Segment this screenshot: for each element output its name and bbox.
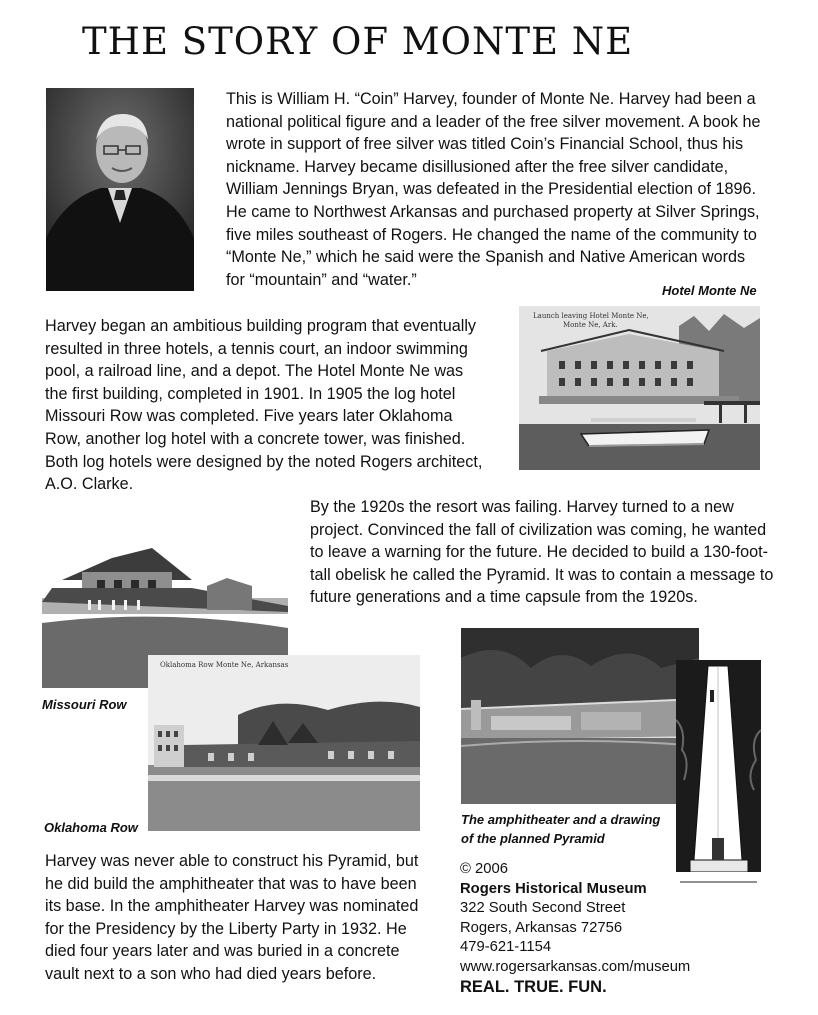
harvey-portrait-photo (46, 88, 194, 291)
hotel-photo-inscription-2: Monte Ne, Ark. (563, 321, 618, 329)
amphitheater-caption-line-2: of the planned Pyramid (461, 831, 605, 846)
museum-contact-block (460, 860, 690, 998)
hotel-monte-ne-photo (519, 306, 760, 470)
intro-paragraph: This is William H. “Coin” Harvey, founder of Monte Ne. Harvey had been a national political figure and a leader of the free silver movement. A book he wrote in support of free silver was titled Coin’s Financial School, thus his nickname. Harvey became disillusioned after the free silver candidate, William Jennings Bryan, was defeated in the Presidential election of 1896. He came to Northwest Arkansas and purchased property at Silver Springs, five miles southeast of Rogers. He changed the name of the community to “Monte Ne,” which he said were the Spanish and Native American words for “mountain” and “water.” (226, 90, 761, 289)
hotel-photo-inscription-1: Launch leaving Hotel Monte Ne, (533, 312, 649, 320)
museum-website: www.rogersarkansas.com/museum (460, 958, 691, 975)
amphitheater-photo (461, 628, 699, 804)
museum-name: Rogers Historical Museum (460, 880, 647, 897)
missouri-row-caption: Missouri Row (42, 697, 127, 712)
museum-city: Rogers, Arkansas 72756 (460, 919, 623, 936)
building-program-paragraph: Harvey began an ambitious building program that eventually resulted in three hotels, a tennis court, an indoor swimming pool, a railroad line, and a depot. The Hotel Monte Ne was the first building, completed in 1901. In 1905 the log hotel Missouri Row was completed. Five years later Oklahoma Row, another log hotel with a concrete tower, was finished. Both log hotels were designed by the noted Rogers architect, A.O. Clarke. (45, 317, 483, 494)
hotel-monte-ne-caption: Hotel Monte Ne (662, 283, 757, 298)
oklahoma-photo-inscription: Oklahoma Row Monte Ne, Arkansas (160, 661, 289, 669)
oklahoma-row-photo (148, 655, 420, 831)
amphitheater-paragraph: Harvey was never able to construct his Pyramid, but he did build the amphitheater that was to have been its base. In the amphitheater Harvey was nominated for the Presidency by the Liberty Party in 1932. He died four years later and was buried in a concrete vault next to a son who had died years before. (45, 852, 419, 983)
oklahoma-row-caption: Oklahoma Row (44, 820, 138, 835)
copyright-text: © 2006 (460, 861, 508, 877)
page-title: THE STORY OF MONTE NE (82, 20, 634, 63)
amphitheater-caption-line-1: The amphitheater and a drawing (461, 812, 661, 827)
museum-phone: 479-621-1154 (460, 939, 552, 955)
pyramid-plan-paragraph: By the 1920s the resort was failing. Harvey turned to a new project. Convinced the fall of civilization was coming, he wanted to leave a warning for the future. He decided to build a 130-foot-tall obelisk he called the Pyramid. It was to contain a message to future generations and a time capsule from the 1920s. (310, 498, 774, 607)
museum-street: 322 South Second Street (460, 900, 626, 916)
museum-tagline: REAL. TRUE. FUN. (460, 978, 607, 996)
